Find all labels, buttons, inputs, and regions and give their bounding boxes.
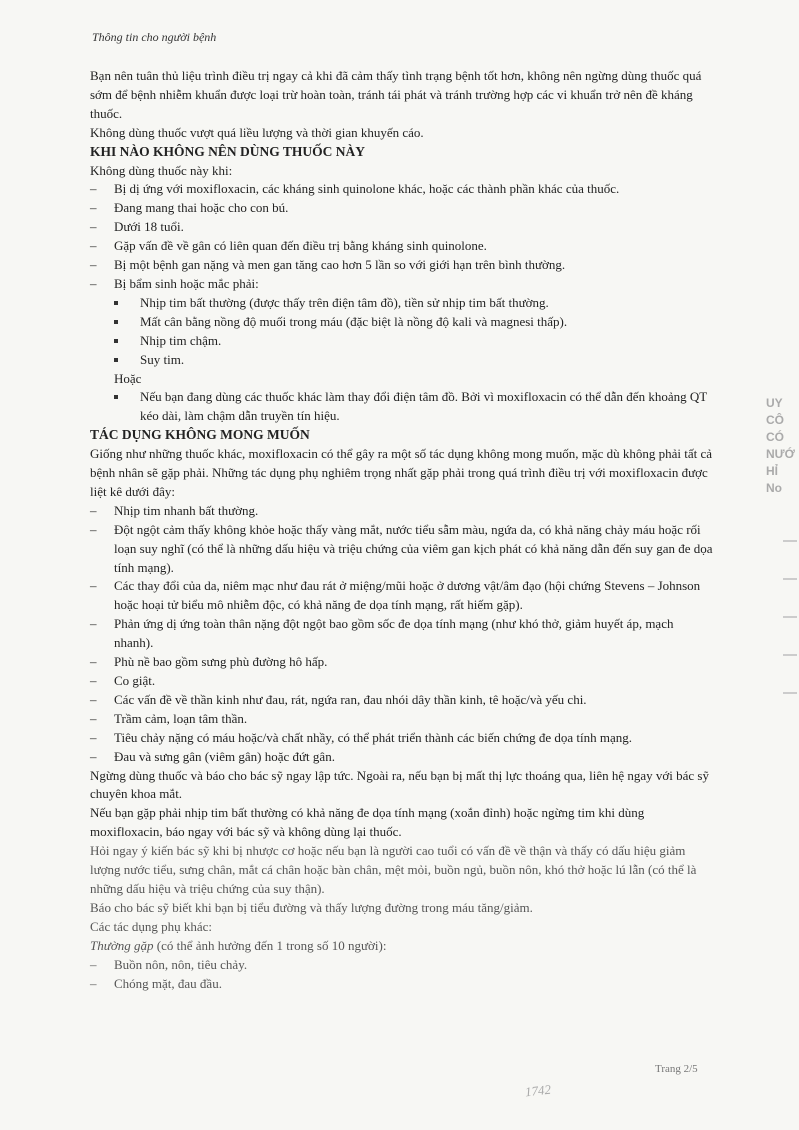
list-item: – Đột ngột cảm thấy không khỏe hoặc thấy vàng mắt, nước tiểu sẫm màu, ngứa da, có khả năng chảy máu hoặc rối loạn suy nghĩ (có thể là những dấu hiệu và triệu chứng của viêm gan kịch phát có khả năng dẫn đến suy gan đe dọa tính mạng). [90, 521, 713, 575]
frequency-label: Thường gặp [90, 937, 154, 953]
list-item: – Phản ứng dị ứng toàn thân nặng đột ngột bao gồm sốc đe dọa tính mạng (như khó thở, giảm huyết áp, mạch nhanh). [90, 616, 674, 651]
contraindications-lead: Không dùng thuốc này khi: [90, 162, 233, 178]
list-item: – Đau và sưng gân (viêm gân) hoặc đứt gân. [90, 748, 715, 767]
list-item: – Các vấn đề về thần kinh như đau, rát, ngứa ran, đau nhói dây thần kinh, tê hoặc/và yếu chi. [90, 691, 715, 710]
page-number: Trang 2/5 [655, 1063, 698, 1075]
list-item: – Gặp vấn đề về gân có liên quan đến điều trị bằng kháng sinh quinolone. [90, 237, 715, 256]
dash-marker: – [90, 975, 97, 991]
dash-marker: – [90, 257, 97, 273]
dash-marker: – [90, 748, 97, 764]
sub-list-item: Nếu bạn đang dùng các thuốc khác làm thay đổi điện tâm đồ. Bởi vì moxifloxacin có thể dẫn đến khoảng QT kéo dài, làm chậm dẫn truyền tín hiệu. [112, 388, 715, 426]
dash-marker: – [90, 729, 97, 745]
frequency-note: (có thể ảnh hưởng đến 1 trong số 10 người): [153, 937, 387, 953]
sub-list-item: Mất cân bằng nồng độ muối trong máu (đặc biệt là nồng độ kali và magnesi thấp). [112, 313, 715, 332]
square-bullet-icon [114, 301, 118, 305]
list-item: – Bị một bệnh gan nặng và men gan tăng cao hơn 5 lần so với giới hạn trên bình thường. [90, 256, 715, 275]
body-paragraph: Nếu bạn gặp phải nhịp tim bất thường có khả năng đe dọa tính mạng (xoắn đỉnh) hoặc ngừng tim khi dùng moxifloxacin, báo ngay với bác sỹ và không dùng lại thuốc. [90, 805, 645, 840]
dash-marker: – [90, 578, 97, 594]
body-paragraph: Hỏi ngay ý kiến bác sỹ khi bị nhược cơ hoặc nếu bạn là người cao tuổi có vấn đề về thận và thấy có dấu hiệu giảm lượng nước tiểu, sưng chân, mắt cá chân hoặc bàn chân, mệt mỏi, buồn ngủ, buồn nôn, khó thở hoặc lú lẫn (có thể là những dấu hiệu và triệu chứng của suy thận). [90, 843, 697, 896]
dash-marker: – [90, 200, 97, 216]
side-effects-lead: Giống như những thuốc khác, moxifloxacin có thể gây ra một số tác dụng không mong muốn, mặc dù không phải tất cả bệnh nhân sẽ gặp phải. Những tác dụng phụ nghiêm trọng nhất gặp phải trong quá trình điều trị với moxifloxacin được liệt kê dưới đây: [90, 446, 713, 499]
dash-marker: – [90, 691, 97, 707]
body-paragraph: Báo cho bác sỹ biết khi bạn bị tiểu đường và thấy lượng đường trong máu tăng/giảm. [90, 899, 533, 915]
section-heading-contraindications: KHI NÀO KHÔNG NÊN DÙNG THUỐC NÀY [90, 143, 366, 159]
dash-marker: – [90, 616, 97, 632]
intro-paragraph: Bạn nên tuân thủ liệu trình điều trị ngay cả khi đã cảm thấy tình trạng bệnh tốt hơn, không nên ngừng dùng thuốc quá sớm để bệnh nhiễm khuẩn được loại trừ hoàn toàn, tránh tái phát và tránh trường hợp các vi khuẩn trở nên đề kháng thuốc. [90, 68, 702, 121]
list-item: – Trầm cảm, loạn tâm thần. [90, 710, 715, 729]
dash-marker: – [90, 956, 97, 972]
dash-marker: – [90, 521, 97, 537]
edge-stamp-fragment: UY CÔ CÓ NƯỚ HỈ No [766, 396, 795, 495]
document-body [90, 67, 715, 993]
dash-marker: – [90, 654, 97, 670]
dash-marker: – [90, 181, 97, 197]
sub-list-item: Suy tim. [112, 351, 715, 370]
square-bullet-icon [114, 320, 118, 324]
dash-marker: – [90, 710, 97, 726]
list-item: – Bị bẩm sinh hoặc mắc phải: [90, 275, 715, 294]
list-item: – Phù nề bao gồm sưng phù đường hô hấp. [90, 653, 715, 672]
handwritten-note: 1742 [524, 1081, 552, 1100]
page-header: Thông tin cho người bệnh [92, 30, 217, 44]
body-paragraph: Các tác dụng phụ khác: [90, 918, 213, 934]
or-label: Hoặc [114, 370, 142, 386]
list-item: – Nhịp tim nhanh bất thường. [90, 502, 715, 521]
sub-list-item: Nhịp tim chậm. [112, 332, 715, 351]
body-paragraph: Ngừng dùng thuốc và báo cho bác sỹ ngay lập tức. Ngoài ra, nếu bạn bị mất thị lực thoáng qua, liên hệ ngay với bác sỹ chuyên khoa mắt. [90, 767, 709, 802]
sub-list-item: Nhịp tim bất thường (được thấy trên điện tâm đồ), tiền sử nhịp tim bất thường. [112, 294, 715, 313]
dash-marker: – [90, 275, 97, 291]
list-item: – Các thay đổi của da, niêm mạc như đau rát ở miệng/mũi hoặc ở dương vật/âm đạo (hội chứng Stevens – Johnson hoặc hoại tử biểu mô nhiễm độc, có khả năng đe dọa tính mạng, rất hiếm gặp). [90, 578, 701, 613]
square-bullet-icon [114, 339, 118, 343]
intro-paragraph: Không dùng thuốc vượt quá liều lượng và thời gian khuyến cáo. [90, 124, 424, 140]
list-item: – Chóng mặt, đau đầu. [90, 975, 715, 994]
square-bullet-icon [114, 358, 118, 362]
square-bullet-icon [114, 395, 118, 399]
list-item: – Dưới 18 tuổi. [90, 218, 715, 237]
list-item: – Bị dị ứng với moxifloxacin, các kháng sinh quinolone khác, hoặc các thành phần khác của thuốc. [90, 180, 715, 199]
section-heading-side-effects: TÁC DỤNG KHÔNG MONG MUỐN [90, 427, 310, 443]
list-item: – Đang mang thai hoặc cho con bú. [90, 199, 715, 218]
frequency-line [90, 937, 715, 956]
list-item: – Co giật. [90, 672, 715, 691]
dash-marker: – [90, 219, 97, 235]
dash-marker: – [90, 673, 97, 688]
list-item: – Buồn nôn, nôn, tiêu chảy. [90, 956, 715, 975]
edge-scan-marks [783, 540, 797, 730]
list-item: – Tiêu chảy nặng có máu hoặc/và chất nhầy, có thể phát triển thành các biến chứng đe dọa tính mạng. [90, 729, 715, 748]
dash-marker: – [90, 502, 97, 518]
dash-marker: – [90, 238, 97, 254]
